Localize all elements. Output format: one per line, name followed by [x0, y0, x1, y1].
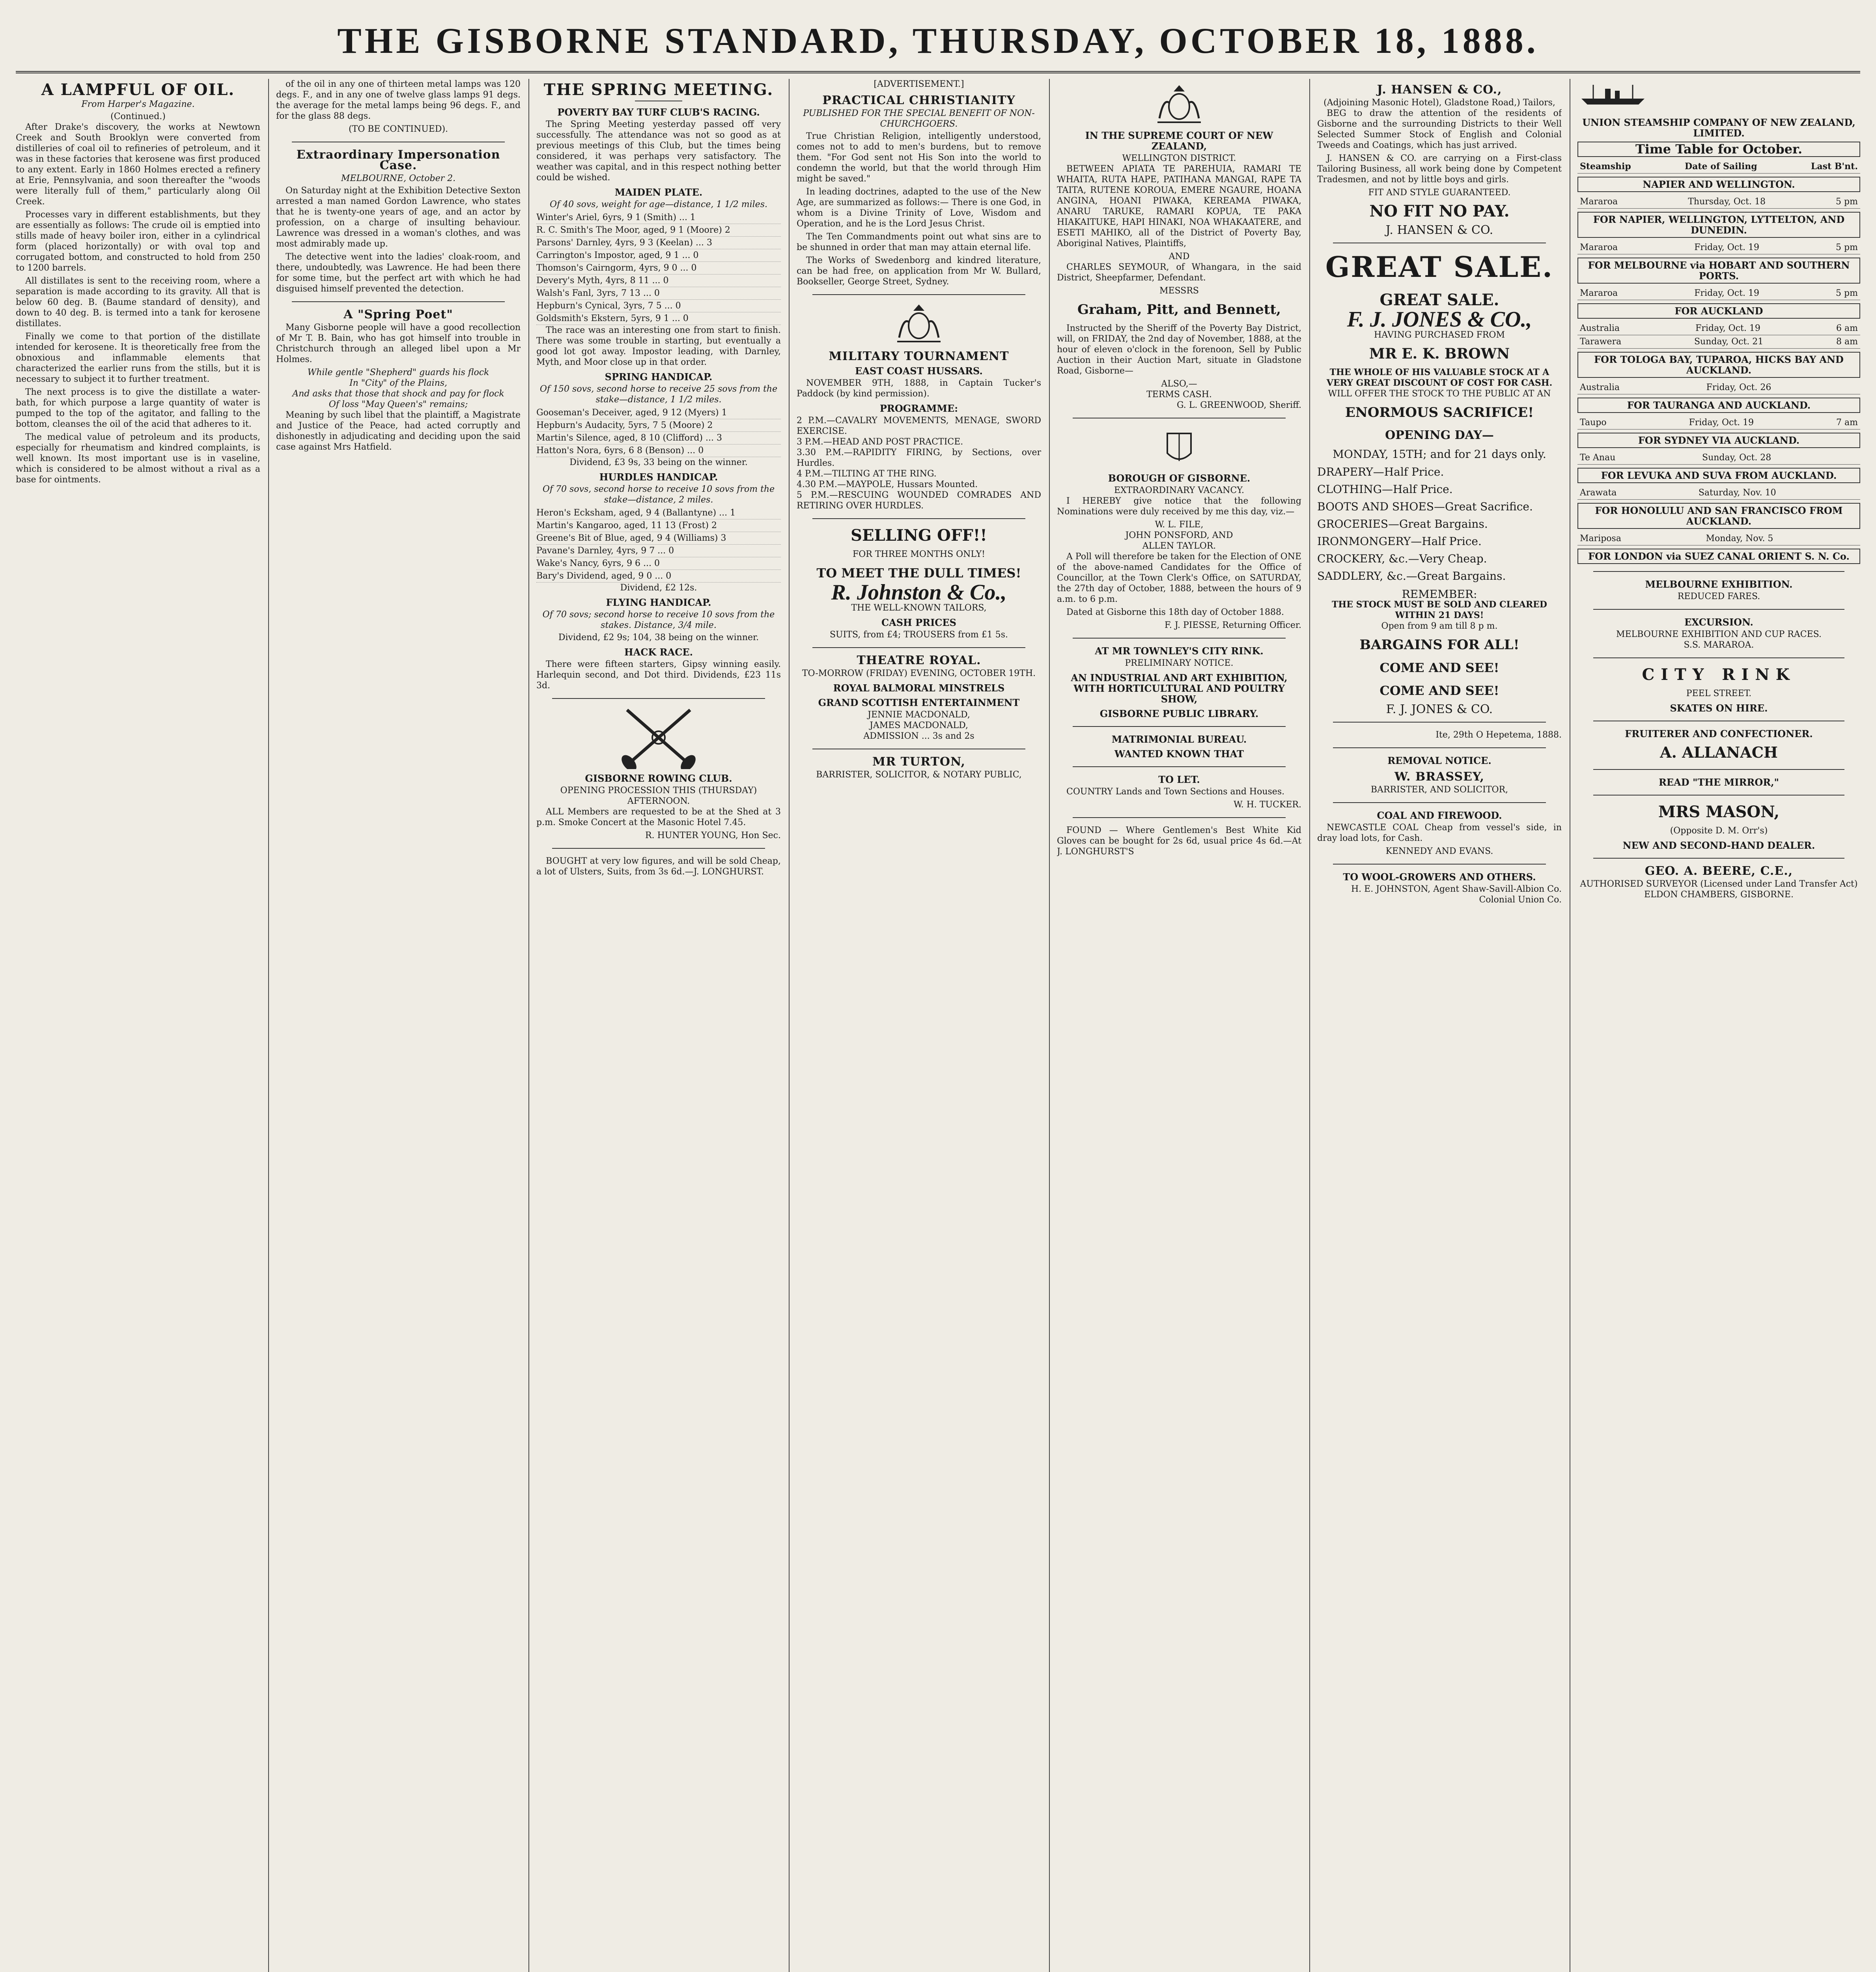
article-paragraph: The race was an interesting one from start to finish. There was some trouble in starting, but eventually a good lot got away. Impostor leading, with Darnley, Myth, and Moor close up in that order.	[536, 325, 781, 367]
timetable-cell: Thursday, Oct. 18	[1688, 197, 1766, 207]
timetable-cell: 5 pm	[1836, 243, 1858, 252]
sale-item: GROCERIES—Great Bargains.	[1317, 517, 1488, 530]
notice-date: Dated at Gisborne this 18th day of October 1888.	[1066, 607, 1284, 617]
continued-label: (Continued.)	[110, 112, 166, 121]
great-sale-sub: GREAT SALE.	[1379, 291, 1499, 309]
timetable-cell: Te Anau	[1580, 453, 1616, 463]
column-3	[536, 79, 781, 1972]
race-result: Pavane's Darnley, 4yrs, 9 7 ... 0	[536, 545, 781, 557]
advert-headline: ENORMOUS SACRIFICE!	[1345, 405, 1534, 420]
notice-sub: PRELIMINARY NOTICE.	[1125, 658, 1234, 668]
timetable-cell: Friday, Oct. 19	[1694, 243, 1759, 252]
article-paragraph: Meaning by such libel that the plaintiff, a Magistrate and Justice of the Peace, had acted corruptly and dishonestly in adjudicating and deciding upon the said case against Mrs Hatfield.	[276, 410, 521, 452]
race-result: Wake's Nancy, 6yrs, 9 6 ... 0	[536, 557, 781, 570]
legal-also: ALSO,—	[1161, 379, 1197, 389]
event-heading: MILITARY TOURNAMENT	[829, 349, 1009, 363]
notice-heading: GISBORNE PUBLIC LIBRARY.	[1099, 708, 1259, 719]
article-heading: THE SPRING MEETING.	[543, 80, 774, 99]
advert-headline: OPENING DAY—	[1385, 428, 1494, 442]
route-title: FOR NAPIER, WELLINGTON, LYTTELTON, AND DUNEDIN.	[1577, 212, 1860, 238]
advertiser-name: W. BRASSEY,	[1394, 770, 1484, 784]
race-results	[536, 407, 781, 457]
performer: JENNIE MACDONALD,	[868, 710, 970, 720]
advert-sub: (Opposite D. M. Orr's)	[1670, 826, 1768, 836]
timetable-cell: Mariposa	[1580, 534, 1621, 543]
header-cell: Date of Sailing	[1685, 161, 1757, 172]
candidate: W. L. FILE,	[1155, 520, 1204, 530]
theatre-act: GRAND SCOTTISH ENTERTAINMENT	[818, 697, 1020, 708]
header-cell: Steamship	[1580, 161, 1631, 172]
timetable-cell: Arawata	[1580, 488, 1617, 498]
notice-heading: READ "THE MIRROR,"	[1658, 777, 1779, 788]
timetable-cell: 8 am	[1836, 337, 1858, 347]
notice-sub: REDUCED FARES.	[1677, 592, 1760, 601]
article-paragraph: The medical value of petroleum and its products, especially for rheumatism and kindred complaints, is well known. Its most important use is in vaseline, which is considered to be almost without a rival as a base for ointments.	[16, 432, 260, 485]
advert-sub: FIT AND STYLE GUARANTEED.	[1368, 188, 1511, 198]
race-result: Goldsmith's Ekstern, 5yrs, 9 1 ... 0	[536, 312, 781, 325]
timetable-cell: Taupo	[1580, 418, 1607, 428]
club-text: ALL Members are requested to be at the Shed at 3 p.m. Smoke Concert at the Masonic Hotel 7.45.	[536, 807, 781, 827]
timetable-cell: Tarawera	[1580, 337, 1622, 347]
timetable-title: Time Table for October.	[1577, 142, 1860, 157]
timetable-cell: Saturday, Nov. 10	[1698, 488, 1776, 498]
officer-signature: F. J. PIESSE, Returning Officer.	[1165, 620, 1301, 630]
sale-item: SADDLERY, &c.—Great Bargains.	[1317, 570, 1506, 583]
legal-paragraph: BETWEEN APIATA TE PAREHUIA, RAMARI TE WHAITA, RUTA HAPE, PATIHANA MANGAI, RAPE TA TAITA, RUTENE KOROUA, EMERE NGAURE, HOANA ANGINA, HOANI PIWAKA, KEREAMA PIWAKA, ANARU TARUKE, RAMARI KOPUA, TE PAKA HIAKAITUKE, HAPI HINAKI, NOA WHAKAATERE, and ESETI MAHIKO, all of the District of Poverty Bay, Aboriginal Natives, Plaintiffs,	[1057, 164, 1301, 248]
route-title: FOR AUCKLAND	[1577, 303, 1860, 319]
article-paragraph: The Spring Meeting yesterday passed off very successfully. The attendance was not so good as at previous meetings of this Club, but the times being considered, it was perhaps very satisfactory. The weather was capital, and in this respect nothing better could be wished.	[536, 120, 781, 183]
timetable-row	[1577, 322, 1860, 335]
timetable-row	[1577, 451, 1860, 465]
article-paragraph: Many Gisborne people will have a good recollection of Mr T. B. Bain, who has got himself into trouble in Christchurch through an alleged libel upon a Mr Holmes.	[276, 323, 521, 364]
route-title: FOR MELBOURNE via HOBART AND SOUTHERN PORTS.	[1577, 258, 1860, 284]
column-7	[1577, 79, 1860, 1972]
event-subheading: EAST COAST HUSSARS.	[855, 365, 983, 377]
timetable-row	[1577, 381, 1860, 394]
race-title: FLYING HANDICAP.	[606, 597, 711, 608]
notice-heading: EXCURSION.	[1684, 616, 1753, 628]
candidate: JOHN PONSFORD, AND	[1125, 530, 1233, 540]
divider	[1333, 747, 1546, 748]
poem-line: While gentle "Shepherd" guards his flock	[307, 368, 489, 377]
column-rule	[789, 79, 790, 1972]
advert-sub: FOR THREE MONTHS ONLY!	[853, 549, 985, 559]
race-desc: Of 150 sovs, second horse to receive 25 sovs from the stake—distance, 1 1/2 miles.	[539, 384, 778, 405]
advert-paragraph: BEG to draw the attention of the residents of Gisborne and the surrounding Districts to their Well Selected Summer Stock of English and Colonial Tweeds and Coatings, which has just arrived.	[1317, 108, 1562, 150]
notice-heading: REMOVAL NOTICE.	[1387, 755, 1491, 766]
race-result: Heron's Ecksham, aged, 9 4 (Ballantyne) ... 1	[536, 507, 781, 519]
advert-sub: (Adjoining Masonic Hotel), Gladstone Road,) Tailors,	[1323, 98, 1555, 108]
race-result: Bary's Dividend, aged, 9 0 ... 0	[536, 570, 781, 583]
column-rule	[528, 79, 529, 1972]
divider	[1593, 571, 1844, 572]
auctioneer-name: Graham, Pitt, and Bennett,	[1077, 302, 1281, 317]
timetable-cell: Australia	[1580, 383, 1620, 392]
timetable-cell: Sunday, Oct. 28	[1702, 453, 1771, 463]
column-rule	[268, 79, 269, 1972]
timetable-cell: Monday, Nov. 5	[1706, 534, 1773, 543]
advertiser-signature: W. H. TUCKER.	[1233, 800, 1301, 810]
advertiser-name: KENNEDY AND EVANS.	[1385, 846, 1493, 856]
column-rule	[1049, 79, 1050, 1972]
timetable-row	[1577, 416, 1860, 430]
timetable-sections	[1577, 177, 1860, 545]
notice-heading: MELBOURNE EXHIBITION.	[1645, 579, 1793, 590]
notice-heading: MATRIMONIAL BUREAU.	[1111, 734, 1247, 745]
sale-item: IRONMONGERY—Half Price.	[1317, 535, 1482, 548]
dividend: Dividend, £3 9s, 33 being on the winner.	[569, 458, 748, 467]
race-result: Martin's Kangaroo, aged, 11 13 (Frost) 2	[536, 519, 781, 532]
divider	[1593, 657, 1844, 658]
advert-sub: MONDAY, 15TH; and for 21 days only.	[1333, 448, 1546, 461]
race-results	[536, 211, 781, 325]
advert-headline: COME AND SEE!	[1379, 660, 1499, 675]
continued-label: (TO BE CONTINUED).	[348, 124, 448, 134]
article-paragraph: The detective went into the ladies' cloak-room, and there, undoubtedly, was Lawrence. He had been there for some time, but the perfect art with which he had disguised himself prevented the detection.	[276, 252, 521, 294]
legal-and: AND	[1169, 252, 1190, 261]
article-paragraph: On Saturday night at the Exhibition Detective Sexton arrested a man named Gordon Lawrence, who states that he is twenty-one years of age, and an actor by profession, on a charge of insulting behaviour. Lawrence was dressed in a woman's clothes, and was most admirably made up.	[276, 186, 521, 249]
advert-sub: BARRISTER, AND SOLICITOR,	[1370, 785, 1508, 795]
article-heading: Extraordinary Impersonation Case.	[296, 148, 500, 172]
programme-item: 3 P.M.—HEAD AND POST PRACTICE.	[797, 437, 963, 447]
court-district: WELLINGTON DISTRICT.	[1122, 153, 1236, 163]
race-results	[536, 507, 781, 583]
auctioneer-label: MESSRS	[1159, 286, 1199, 296]
advert-headline: NO FIT NO PAY.	[1369, 202, 1510, 220]
royal-crest-icon	[891, 302, 946, 345]
article-heading: A LAMPFUL OF OIL.	[41, 80, 235, 99]
race-result: Walsh's Fanl, 3yrs, 7 13 ... 0	[536, 287, 781, 300]
theatre-date: TO-MORROW (FRIDAY) EVENING, OCTOBER 19TH.	[802, 669, 1036, 678]
advertiser-name: GEO. A. BEERE, C.E.,	[1645, 864, 1793, 878]
timetable-row	[1577, 287, 1860, 300]
sheriff-signature: G. L. GREENWOOD, Sheriff.	[1176, 400, 1301, 410]
timetable-cell: Mararoa	[1580, 288, 1618, 298]
timetable-cell: Mararoa	[1580, 243, 1618, 252]
advert-sub: WILL OFFER THE STOCK TO THE PUBLIC AT AN	[1328, 389, 1551, 399]
candidate: ALLEN TAYLOR.	[1142, 541, 1216, 551]
programme-item: 2 P.M.—CAVALRY MOVEMENTS, MENAGE, SWORD EXERCISE.	[797, 416, 1041, 436]
timetable-cell: 5 pm	[1836, 288, 1858, 298]
route-title: FOR LONDON via SUEZ CANAL ORIENT S. N. Co.	[1577, 549, 1860, 564]
notice-heading: COAL AND FIREWOOD.	[1377, 810, 1502, 821]
terms: TERMS CASH.	[1146, 390, 1212, 400]
divider	[812, 518, 1025, 519]
notice-sub: MELBOURNE EXHIBITION AND CUP RACES.	[1616, 629, 1822, 639]
divider	[1593, 795, 1844, 796]
legal-paragraph: Instructed by the Sheriff of the Poverty Bay District, will, on FRIDAY, the 2nd day of November, 1888, at the hour of eleven o'clock in the forenoon, Sell by Public Auction in their Auction Mart, situate in Gladstone Road, Gisborne—	[1057, 323, 1301, 376]
timetable-row	[1577, 532, 1860, 545]
notice-heading: BOROUGH OF GISBORNE.	[1108, 472, 1251, 484]
advert-headline: BARGAINS FOR ALL!	[1359, 637, 1519, 653]
ship-name: S.S. MARAROA.	[1684, 640, 1754, 650]
divider	[292, 301, 505, 302]
column-1	[16, 79, 260, 1972]
race-result: Carrington's Impostor, aged, 9 1 ... 0	[536, 249, 781, 262]
advert-sub: ELDON CHAMBERS, GISBORNE.	[1644, 890, 1794, 900]
club-heading: GISBORNE ROWING CLUB.	[585, 773, 732, 784]
advertiser-name: CITY RINK	[1642, 665, 1796, 684]
divider	[812, 294, 1025, 295]
advertiser-name: MR TURTON,	[872, 755, 965, 769]
article-subheading: PUBLISHED FOR THE SPECIAL BENEFIT OF NON-CHURCHGOERS.	[803, 108, 1035, 129]
timetable-cell: Friday, Oct. 26	[1706, 383, 1771, 392]
court-heading: IN THE SUPREME COURT OF NEW ZEALAND,	[1085, 130, 1273, 152]
sale-item: BOOTS AND SHOES—Great Sacrifice.	[1317, 500, 1533, 513]
advert-headline: MR E. K. BROWN	[1369, 345, 1510, 362]
advertiser-name: F. J. JONES & CO.	[1386, 702, 1493, 716]
advert-sub: BARRISTER, SOLICITOR, & NOTARY PUBLIC,	[816, 770, 1022, 780]
race-result: Gooseman's Deceiver, aged, 9 12 (Myers) 1	[536, 407, 781, 419]
timetable-cell: Mararoa	[1580, 197, 1618, 207]
timetable-cell: Friday, Oct. 19	[1689, 418, 1754, 428]
theatre-heading: THEATRE ROYAL.	[857, 654, 981, 667]
article-heading: PRACTICAL CHRISTIANITY	[822, 93, 1015, 107]
race-desc: Of 40 sovs, weight for age—distance, 1 1/2 miles.	[550, 200, 767, 209]
article-paragraph: After Drake's discovery, the works at Newtown Creek and South Brooklyn were converted from distilleries of coal oil to refineries of petroleum, and it was in these factories that kerosene was first produced to any extent. Early in 1860 Holmes erected a refinery at Erie, Pennsylvania, and soon thereafter the "woods were literally full of them," particularly along Oil Creek.	[16, 122, 260, 207]
theatre-act: ROYAL BALMORAL MINSTRELS	[833, 682, 1005, 694]
notice-heading: SKATES ON HIRE.	[1670, 702, 1768, 714]
sale-item: DRAPERY—Half Price.	[1317, 465, 1444, 478]
advert-headline: COME AND SEE!	[1379, 683, 1499, 698]
notice-heading: AN INDUSTRIAL AND ART EXHIBITION, WITH HORTICULTURAL AND POULTRY SHOW,	[1071, 672, 1288, 705]
advert-headline: SELLING OFF!!	[851, 526, 987, 545]
borough-crest-icon	[1152, 426, 1207, 469]
club-sub: OPENING PROCESSION THIS (THURSDAY) AFTERNOON.	[560, 786, 757, 806]
column-6	[1317, 79, 1562, 1972]
steamship-icon	[1577, 83, 1648, 106]
advert-headline: TO MEET THE DULL TIMES!	[816, 566, 1021, 581]
route-title: NAPIER AND WELLINGTON.	[1577, 177, 1860, 192]
route-title: FOR SYDNEY VIA AUCKLAND.	[1577, 433, 1860, 448]
advertiser-name: MRS MASON,	[1658, 803, 1780, 821]
divider	[1333, 802, 1546, 803]
race-desc: Of 70 sovs; second horse to receive 10 sovs from the stakes. Distance, 3/4 mile.	[542, 610, 775, 630]
sale-item: CLOTHING—Half Price.	[1317, 483, 1453, 496]
timetable-row	[1577, 241, 1860, 254]
timetable-cell: Friday, Oct. 19	[1695, 323, 1760, 333]
advert-text: FOUND — Where Gentlemen's Best White Kid Gloves can be bought for 2s 6d, usual price 4s 6d.—At J. LONGHURST'S	[1057, 825, 1301, 857]
article-heading: A "Spring Poet"	[343, 308, 453, 321]
route-title: FOR TAURANGA AND AUCKLAND.	[1577, 398, 1860, 413]
timetable-row	[1577, 486, 1860, 500]
race-title: HURDLES HANDICAP.	[599, 471, 718, 483]
race-result: Hepburn's Audacity, 5yrs, 7 5 (Moore) 2	[536, 419, 781, 432]
admission: ADMISSION ... 3s and 2s	[863, 731, 974, 741]
advert-sub: Open from 9 am till 8 p m.	[1381, 621, 1498, 631]
divider	[552, 698, 765, 699]
divider	[1333, 722, 1546, 723]
divider	[812, 647, 1025, 648]
article-paragraph: All distillates is sent to the receiving room, where a separation is made according to its gravity. All that is below 60 deg. B. (Baume standard of density), and down to 40 deg. B. is termed into a tank for kerosene distillates.	[16, 276, 260, 329]
notice-heading: FRUITERER AND CONFECTIONER.	[1625, 728, 1813, 740]
header-cell: Last B'nt.	[1811, 161, 1858, 172]
poem-line: Of loss "May Queen's" remains;	[329, 400, 468, 409]
club-signature: R. HUNTER YOUNG, Hon Sec.	[645, 831, 781, 840]
advertiser-name: J. HANSEN & CO.	[1385, 223, 1493, 237]
route-title: FOR HONOLULU AND SAN FRANCISCO FROM AUCKLAND.	[1577, 503, 1860, 529]
race-result: Hepburn's Cynical, 3yrs, 7 5 ... 0	[536, 300, 781, 312]
timetable-row	[1577, 335, 1860, 349]
article-source: From Harper's Magazine.	[81, 99, 195, 109]
timetable-cell: Australia	[1580, 323, 1620, 333]
divider	[1073, 638, 1286, 639]
advertiser-name: J. HANSEN & CO.,	[1377, 83, 1502, 97]
timetable-header	[1577, 160, 1860, 174]
race-title: MAIDEN PLATE.	[614, 187, 703, 198]
advert-sub: CASH PRICES	[881, 617, 957, 628]
sale-items	[1317, 463, 1562, 585]
notice-paragraph: I HEREBY give notice that the following Nominations were duly received by me this day, viz.—	[1057, 496, 1301, 517]
advert-sub: REMEMBER:	[1402, 588, 1477, 601]
article-paragraph: The Works of Swedenborg and kindred literature, can be had free, on application from Mr W. Bullard, Bookseller, George Street, Sydney.	[797, 256, 1041, 287]
advert-sub: AUTHORISED SURVEYOR (Licensed under Land Transfer Act)	[1580, 879, 1858, 889]
route-title: FOR TOLOGA BAY, TUPAROA, HICKS BAY AND AUCKLAND.	[1577, 352, 1860, 378]
advert-tag: [ADVERTISEMENT.]	[874, 79, 964, 89]
divider	[1073, 817, 1286, 818]
advert-sub: THE WHOLE OF HIS VALUABLE STOCK AT A VERY GREAT DISCOUNT OF COST FOR CASH.	[1326, 367, 1553, 388]
column-4	[797, 79, 1041, 1972]
advert-sub: THE WELL-KNOWN TAILORS,	[851, 603, 987, 613]
race-result: Hatton's Nora, 6yrs, 6 8 (Benson) ... 0	[536, 444, 781, 457]
divider	[1593, 609, 1844, 610]
divider	[1593, 858, 1844, 859]
article-subheading: POVERTY BAY TURF CLUB'S RACING.	[557, 106, 760, 118]
timetable-cell: 7 am	[1836, 418, 1858, 428]
article-paragraph: There were fifteen starters, Gipsy winning easily. Harlequin second, and Dot third. Dividends, £23 11s 3d.	[536, 659, 781, 691]
dividend: Dividend, £2 9s; 104, 38 being on the winner.	[558, 633, 759, 642]
advertiser-name: A. ALLANACH	[1660, 743, 1778, 761]
notice-heading: WANTED KNOWN THAT	[1114, 748, 1244, 760]
column-5	[1057, 79, 1301, 1972]
advertiser-signature: H. E. JOHNSTON, Agent Shaw-Savill-Albion Co. Colonial Union Co.	[1351, 884, 1562, 905]
article-paragraph: True Christian Religion, intelligently understood, comes not to add to men's burdens, but to remove them. "For God sent not His Son into the world to condemn the world, but that the world through Him might be saved."	[797, 131, 1041, 184]
race-result: Winter's Ariel, 6yrs, 9 1 (Smith) ... 1	[536, 211, 781, 224]
advertiser-name: R. Johnston & Co.,	[831, 580, 1007, 605]
article-paragraph: Processes vary in different establishments, but they are essentially as follows: The crude oil is emptied into stills made of heavy boiler iron, either in a cylindrical form (placed horizontally) or with oval top and corrugated bottom, and constructed to hold from 250 to 1200 barrels.	[16, 210, 260, 273]
notice-heading: TO LET.	[1158, 774, 1200, 785]
masthead	[16, 12, 1860, 73]
advert-paragraph: NEWCASTLE COAL Cheap from vessel's side, in dray load lots, for Cash.	[1317, 823, 1562, 843]
race-title: SPRING HANDICAP.	[605, 371, 713, 383]
column-rule	[1309, 79, 1310, 1972]
race-desc: Of 70 sovs, second horse to receive 10 sovs from the stake—distance, 2 miles.	[542, 484, 775, 505]
article-paragraph: of the oil in any one of thirteen metal lamps was 120 degs. F., and in any one of twelve glass lamps 91 degs. the average for the metal lamps being 96 degs. F., and for the glass 88 degs.	[276, 79, 521, 121]
dateline: MELBOURNE, October 2.	[341, 174, 456, 183]
poem-line: And asks that those that shock and pay for flock	[292, 389, 504, 399]
crossed-oars-icon	[619, 706, 698, 769]
race-title: HACK RACE.	[624, 646, 693, 658]
race-result: Thomson's Cairngorm, 4yrs, 9 0 ... 0	[536, 262, 781, 275]
advert-text: SUITS, from £4; TROUSERS from £1 5s.	[829, 630, 1008, 640]
timetable-cell: 6 am	[1836, 323, 1858, 333]
advert-sub: PEEL STREET.	[1686, 689, 1752, 698]
performer: JAMES MACDONALD,	[870, 721, 968, 730]
newspaper-title: THE GISBORNE STANDARD, THURSDAY, OCTOBER 18, 1888.	[337, 21, 1539, 61]
divider	[1593, 769, 1844, 770]
timetable-cell: Sunday, Oct. 21	[1694, 337, 1764, 347]
programme-item: 3.30 P.M.—RAPIDITY FIRING, by Sections, over Hurdles.	[797, 448, 1041, 468]
programme-item: 4 P.M.—TILTING AT THE RING.	[797, 469, 937, 479]
programme-label: PROGRAMME:	[879, 403, 958, 414]
programme-item: 4.30 P.M.—MAYPOLE, Hussars Mounted.	[797, 480, 978, 489]
poem-line: In "City" of the Plains,	[349, 378, 448, 388]
timetable-row	[1577, 195, 1860, 209]
dividend: Dividend, £2 12s.	[620, 583, 697, 593]
route-title: FOR LEVUKA AND SUVA FROM AUCKLAND.	[1577, 468, 1860, 483]
notice-heading: AT MR TOWNLEY'S CITY RINK.	[1095, 645, 1264, 657]
race-result: Greene's Bit of Blue, aged, 9 4 (Williams) 3	[536, 532, 781, 545]
race-result: Devery's Myth, 4yrs, 8 11 ... 0	[536, 275, 781, 287]
advert-sub: THE STOCK MUST BE SOLD AND CLEARED WITHIN 21 DAYS!	[1332, 599, 1547, 620]
great-sale-headline: GREAT SALE.	[1325, 250, 1554, 284]
maori-notice-date: Ite, 29th O Hepetema, 1888.	[1435, 730, 1562, 740]
notice-heading: TO WOOL-GROWERS AND OTHERS.	[1343, 871, 1536, 883]
company-heading: UNION STEAMSHIP COMPANY OF NEW ZEALAND, LIMITED.	[1582, 117, 1855, 139]
race-result: Parsons' Darnley, 4yrs, 9 3 (Keelan) ... 3	[536, 237, 781, 249]
legal-paragraph: CHARLES SEYMOUR, of Whangara, in the said District, Sheepfarmer, Defendant.	[1057, 262, 1301, 283]
divider	[1333, 864, 1546, 865]
timetable-cell: Friday, Oct. 19	[1694, 288, 1759, 298]
column-2	[276, 79, 521, 1972]
article-paragraph: The Ten Commandments point out what sins are to be shunned in order that man may attain eternal life.	[797, 232, 1041, 252]
race-result: Martin's Silence, aged, 8 10 (Clifford) ... 3	[536, 432, 781, 444]
event-date: NOVEMBER 9TH, 1888, in Captain Tucker's Paddock (by kind permission).	[797, 378, 1041, 399]
notice-paragraph: A Poll will therefore be taken for the Election of ONE of the above-named Candidates for the Office of Councillor, at the Town Clerk's Office, on SATURDAY, the 27th day of October, 1888, between the hours of 9 a.m. to 6 p.m.	[1057, 552, 1301, 604]
divider	[1073, 726, 1286, 727]
advertiser-name: F. J. JONES & CO.,	[1347, 307, 1532, 332]
advert-sub: HAVING PURCHASED FROM	[1374, 330, 1505, 340]
notice-heading: NEW AND SECOND-HAND DEALER.	[1622, 840, 1815, 851]
divider	[1073, 766, 1286, 767]
article-paragraph: The next process is to give the distillate a water-bath, for which purpose a large quantity of water is pumped to the top of the agitator, and falling to the bottom, cleanses the oil of the acid that adheres to it.	[16, 387, 260, 429]
race-result: R. C. Smith's The Moor, aged, 9 1 (Moore) 2	[536, 224, 781, 237]
timetable-cell: 5 pm	[1836, 197, 1858, 207]
programme-item: 5 P.M.—RESCUING WOUNDED COMRADES AND RETIRING OVER HURDLES.	[797, 490, 1041, 511]
divider	[552, 848, 765, 849]
notice-sub: EXTRAORDINARY VACANCY.	[1114, 486, 1245, 495]
notice-paragraph: COUNTRY Lands and Town Sections and Houses.	[1066, 787, 1285, 797]
royal-crest-icon	[1152, 83, 1207, 126]
article-paragraph: In leading doctrines, adapted to the use of the New Age, are summarized as follows:— There is one God, in whom is a Divine Trinity of Love, Wisdom and Operation, and he is the Lord Jesus Christ.	[797, 187, 1041, 229]
sale-item: CROCKERY, &c.—Very Cheap.	[1317, 552, 1487, 565]
advert-paragraph: J. HANSEN & CO. are carrying on a First-class Tailoring Business, all work being done by Competent Tradesmen, and not by little boys and girls.	[1317, 153, 1562, 185]
advert-text: BOUGHT at very low figures, and will be sold Cheap, a lot of Ulsters, Suits, from 3s 6d.—J. LONGHURST.	[536, 856, 781, 877]
article-paragraph: Finally we come to that portion of the distillate intended for kerosene. It is theoretically free from the obnoxious and inflammable elements that characterized the earlier runs from the stills, but it is necessary to subject it to further treatment.	[16, 332, 260, 384]
